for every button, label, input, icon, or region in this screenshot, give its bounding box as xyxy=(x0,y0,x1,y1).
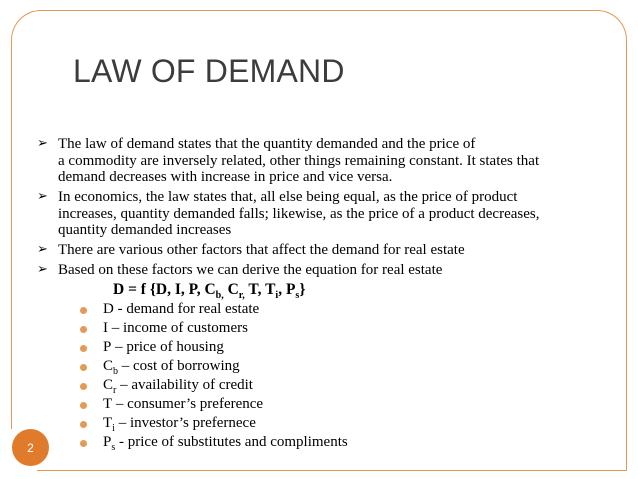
slide-frame-left xyxy=(11,104,12,429)
bullet-line: In economics, the law states that, all else being equal, as the price of product xyxy=(58,189,518,205)
bullet-line: There are various other factors that affect the demand for real estate xyxy=(58,242,465,258)
dot-bullet-icon xyxy=(80,383,87,390)
dot-bullet-icon xyxy=(80,402,87,409)
dot-bullet-icon xyxy=(80,345,87,352)
bullet-line: quantity demanded increases xyxy=(58,222,232,238)
dot-bullet-icon xyxy=(80,421,87,428)
dot-bullet-icon xyxy=(80,364,87,371)
bullet-item xyxy=(37,262,597,279)
bullet-line: a commodity are inversely related, other things remaining constant. It states that xyxy=(58,152,540,169)
variable-item: $T_i$ – investor’s prefernece xyxy=(77,414,348,433)
arrow-bullet-icon: ➢ xyxy=(37,242,48,257)
variable-item: D - demand for real estate xyxy=(77,300,348,319)
slide-frame-right xyxy=(626,104,627,471)
arrow-bullet-icon: ➢ xyxy=(37,262,48,277)
slide-frame-bottom xyxy=(37,470,627,471)
dot-bullet-icon xyxy=(80,307,87,314)
bullet-line: demand decreases with increase in price and vice versa. xyxy=(58,169,393,185)
dot-bullet-icon xyxy=(80,326,87,333)
arrow-bullet-icon: ➢ xyxy=(37,189,48,204)
bullet-list xyxy=(37,136,597,282)
bullet-line: The law of demand states that the quantity demanded and the price of xyxy=(58,136,476,152)
variable-item: $C_r$ – availability of credit xyxy=(77,376,348,395)
variable-item: P – price of housing xyxy=(77,338,348,357)
bullet-line: increases, quantity demanded falls; likewise, as the price of a product decreases, xyxy=(58,205,540,222)
dot-bullet-icon xyxy=(80,440,87,447)
demand-equation: D = f {D, I, P, $C_{b,}$ $C_{r,}$ T, $T_i$, $P_s$} xyxy=(113,281,306,302)
variable-list xyxy=(77,300,348,452)
variable-item: T – consumer’s preference xyxy=(77,395,348,414)
variable-item: I – income of customers xyxy=(77,319,348,338)
bullet-item xyxy=(37,242,597,259)
arrow-bullet-icon: ➢ xyxy=(37,136,48,151)
page-number-badge: 2 xyxy=(12,429,49,466)
slide-title: LAW OF DEMAND xyxy=(73,53,345,89)
bullet-line: Based on these factors we can derive the equation for real estate xyxy=(58,262,443,278)
bullet-item xyxy=(37,136,597,186)
bullet-item xyxy=(37,189,597,239)
variable-item: $C_b$ – cost of borrowing xyxy=(77,357,348,376)
variable-item: $P_s$ - price of substitutes and compliments xyxy=(77,433,348,452)
